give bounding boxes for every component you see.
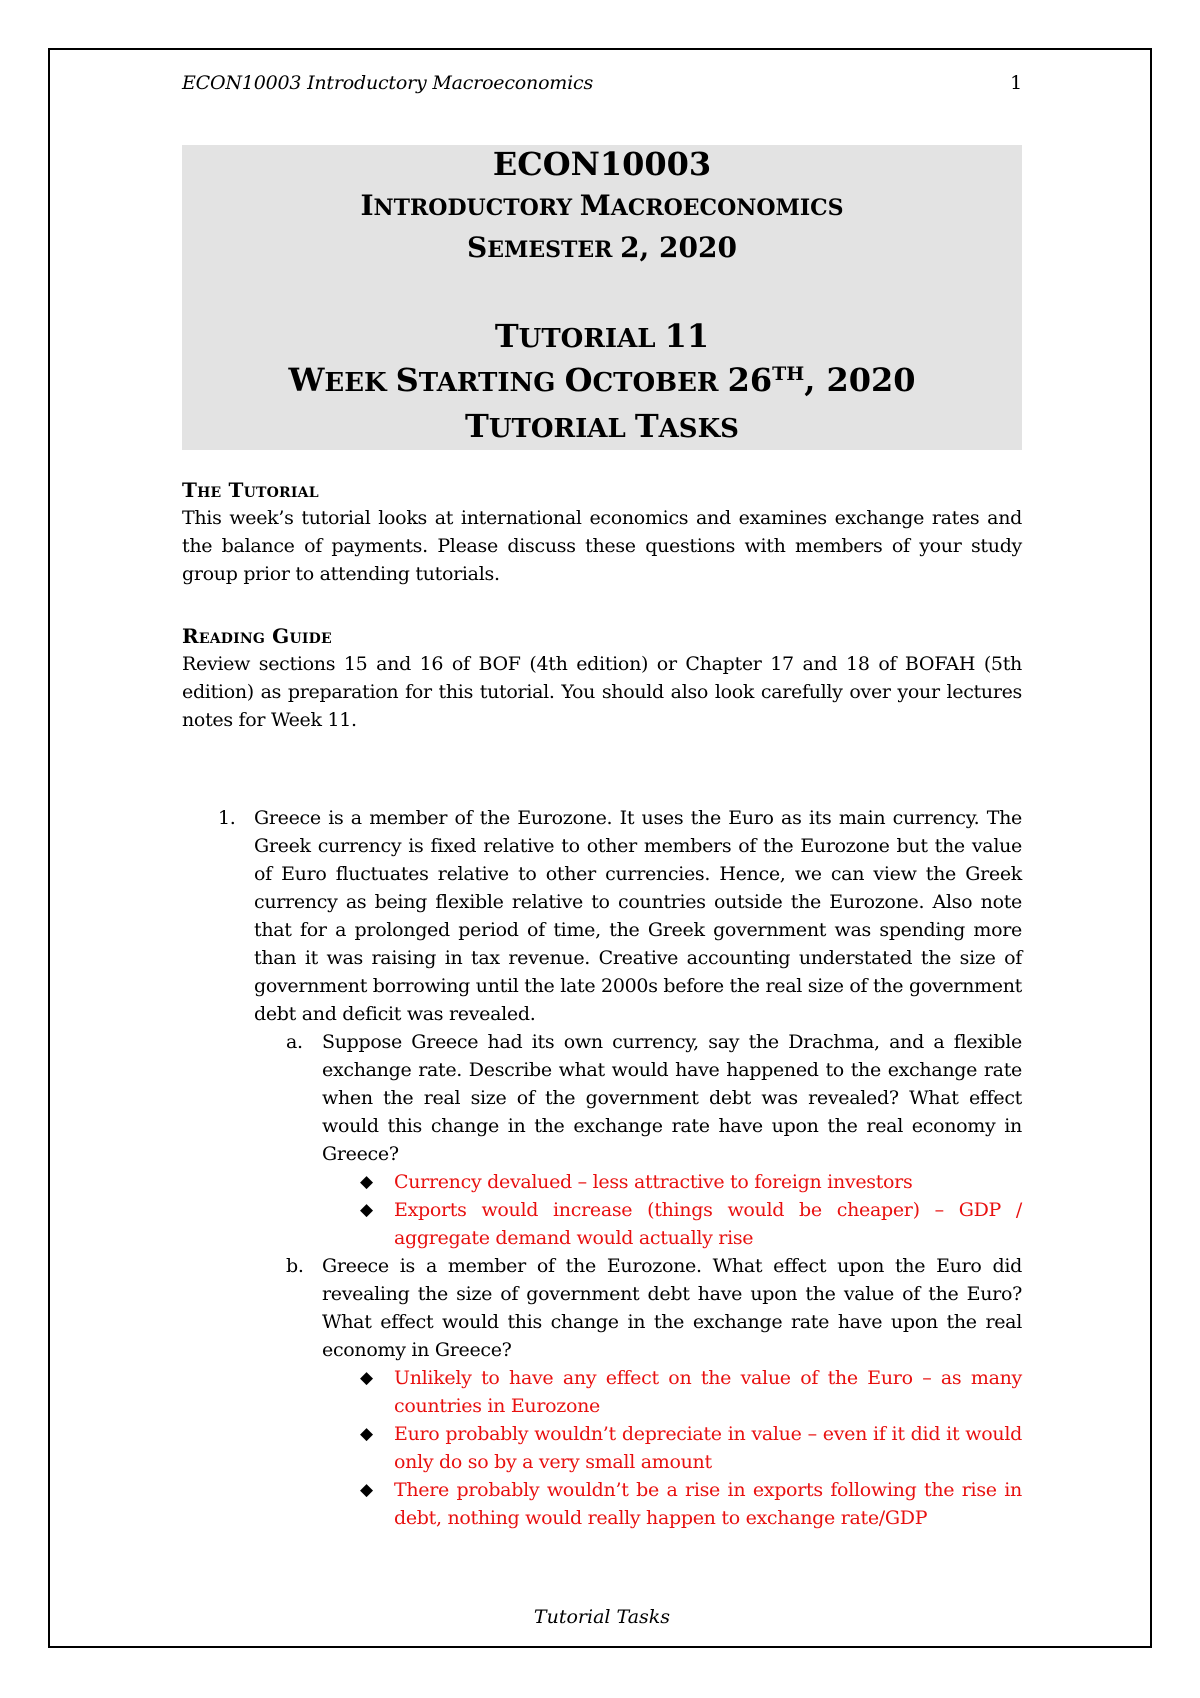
answer-item	[322, 1420, 1022, 1476]
answer-text: Euro probably wouldn’t depreciate in value – even if it did it would only do so by a very small amount	[394, 1423, 1022, 1473]
reading-guide-heading: Reading Guide	[182, 624, 332, 648]
question-part-a	[250, 1028, 1022, 1252]
tutorial-tasks-title: TUTORIAL TASKS	[465, 407, 739, 445]
document-body	[182, 476, 1022, 1532]
question-1	[182, 804, 1022, 1532]
question-text: Greece is a member of the Eurozone. It uses the Euro as its main currency. The Greek currency is fixed relative to other members of the Eurozone but the value of Euro fluctuates relative to other currencies. Hence, we can view the Greek currency as being flexible relative to countries outside the Eurozone. Also note that for a prolonged period of time, the Greek government was spending more than it was raising in tax revenue. Creative accounting understated the size of government borrowing until the late 2000s before the real size of the government debt and deficit was revealed.	[254, 807, 1022, 1025]
answer-text: Currency devalued – less attractive to foreign investors	[394, 1171, 913, 1193]
title-block	[182, 145, 1022, 450]
tutorial-number: TUTORIAL 11	[494, 317, 710, 355]
course-code: ECON10003	[492, 145, 712, 183]
question-list	[182, 804, 1022, 1532]
tutorial-paragraph: This week’s tutorial looks at international economics and examines exchange rates and the balance of payments. Please discuss these questions with members of your study group prior to attending tutorials.	[182, 507, 1022, 585]
part-text: Greece is a member of the Eurozone. What effect upon the Euro did revealing the size of government debt have upon the value of the Euro? What effect would this change in the exchange rate have upon the real economy in Greece?	[322, 1255, 1022, 1361]
course-name: INTRODUCTORY MACROECONOMICS	[360, 189, 844, 222]
part-letter: b.	[286, 1255, 304, 1277]
header-course-title: ECON10003 Introductory Macroeconomics	[182, 72, 593, 94]
diamond-bullet-icon: ◆	[360, 1480, 373, 1500]
answer-text: There probably wouldn’t be a rise in exports following the rise in debt, nothing would really happen to exchange rate/GDP	[394, 1479, 1022, 1529]
answer-item	[322, 1168, 1022, 1196]
week-starting: WEEK STARTING OCTOBER 26TH, 2020	[288, 361, 916, 399]
part-text: Suppose Greece had its own currency, say the Drachma, and a flexible exchange rate. Describe what would have happened to the exchange rate when the real size of the government debt was revealed? What effect would this change in the exchange rate have upon the real economy in Greece?	[322, 1031, 1022, 1165]
tutorial-heading: The Tutorial	[182, 478, 319, 502]
answer-text: Unlikely to have any effect on the value of the Euro – as many countries in Eurozone	[394, 1367, 1022, 1417]
question-number: 1.	[218, 807, 236, 829]
answer-item	[322, 1364, 1022, 1420]
answer-text: Exports would increase (things would be cheaper) – GDP / aggregate demand would actually rise	[394, 1199, 1022, 1249]
semester: SEMESTER 2, 2020	[466, 231, 737, 264]
part-letter: a.	[286, 1031, 303, 1053]
header-page-number: 1	[1010, 72, 1022, 94]
answer-item	[322, 1476, 1022, 1532]
answer-item	[322, 1196, 1022, 1252]
running-footer: Tutorial Tasks	[533, 1606, 671, 1628]
diamond-bullet-icon: ◆	[360, 1200, 373, 1220]
diamond-bullet-icon: ◆	[360, 1172, 373, 1192]
running-header	[182, 72, 1022, 100]
question-part-b	[250, 1252, 1022, 1532]
reading-guide-paragraph: Review sections 15 and 16 of BOF (4th edition) or Chapter 17 and 18 of BOFAH (5th edition) as preparation for this tutorial. You should also look carefully over your lectures notes for Week 11.	[182, 653, 1022, 731]
diamond-bullet-icon: ◆	[360, 1368, 373, 1388]
diamond-bullet-icon: ◆	[360, 1424, 373, 1444]
